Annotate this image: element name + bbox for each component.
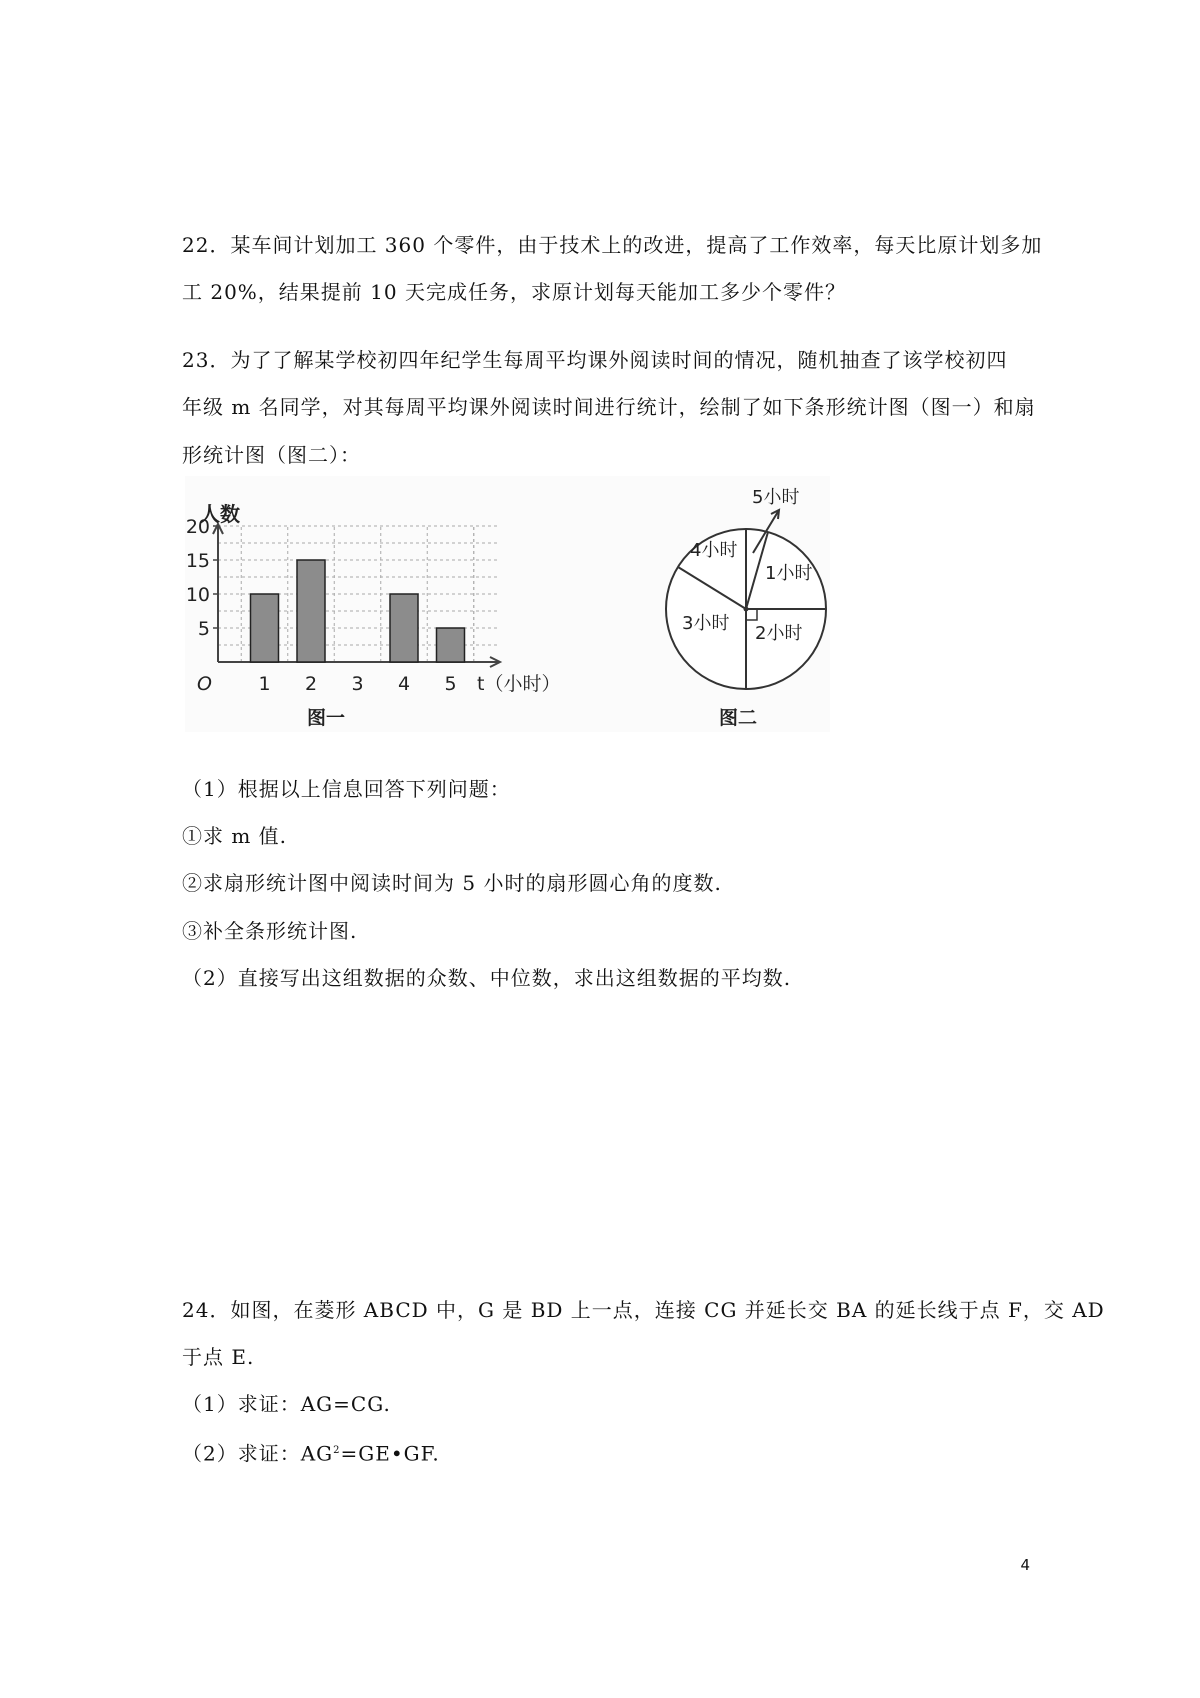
bar-chart (186, 502, 561, 729)
charts-svg (185, 476, 830, 732)
pie-label-4h: 4小时 (690, 540, 738, 561)
q24-sub-2-superscript: 2 (333, 1445, 341, 1456)
bar-y-tick-15: 15 (185, 550, 210, 572)
q22-line-2: 工 20%，结果提前 10 天完成任务，求原计划每天能加工多少个零件？ (182, 280, 846, 304)
bar-x-tick-5: 5 (444, 673, 457, 695)
page-number: 4 (1020, 1556, 1030, 1574)
q24-line-2: 于点 E. (182, 1345, 255, 1369)
q23-item-2: ②求扇形统计图中阅读时间为 5 小时的扇形圆心角的度数. (182, 871, 722, 895)
pie-label-1h: 1小时 (765, 563, 813, 584)
q23-line-2: 年级 m 名同学，对其每周平均课外阅读时间进行统计，绘制了如下条形统计图（图一）和扇 (182, 395, 1036, 419)
bar-y-tick-10: 10 (185, 584, 210, 606)
bar-chart-title: 图一 (307, 707, 346, 729)
q23-item-1: ①求 m 值. (182, 824, 288, 848)
bar-x-tick-labels (259, 673, 457, 695)
bar-x-tick-4: 4 (398, 673, 411, 695)
q23-sub-1: （1）根据以上信息回答下列问题： (182, 777, 511, 801)
bar-origin-label: O (197, 673, 212, 695)
figure-area (185, 476, 830, 732)
q24-line-1: 24．如图，在菱形 ABCD 中，G 是 BD 上一点，连接 CG 并延长交 BA 的延长线于点 F，交 AD (182, 1298, 1105, 1322)
bar-x-axis-label: t（小时） (477, 673, 561, 695)
q23-line-3: 形统计图（图二）： (182, 443, 361, 467)
q24-sub-1: （1）求证：AG=CG. (182, 1392, 391, 1416)
bar-1 (251, 594, 279, 662)
q22-line-1: 22．某车间计划加工 360 个零件，由于技术上的改进，提高了工作效率，每天比原计划多加 (182, 233, 1043, 257)
bar-y-axis-label: 人数 (200, 502, 240, 526)
pie-chart-title: 图二 (719, 707, 758, 729)
q23-sub-2: （2）直接写出这组数据的众数、中位数，求出这组数据的平均数. (182, 966, 792, 990)
bar-2 (297, 560, 325, 662)
pie-chart (666, 487, 826, 729)
q24-sub-2-prefix: （2）求证：AG (182, 1441, 334, 1466)
bar-y-tick-5: 5 (197, 618, 210, 640)
bar-y-tick-labels (186, 516, 218, 640)
pie-label-2h: 2小时 (755, 623, 803, 644)
bar-x-tick-2: 2 (305, 673, 318, 695)
q24-sub-2-suffix: =GE•GF. (340, 1441, 440, 1466)
bar-y-tick-20: 20 (185, 516, 210, 538)
bar-x-tick-1: 1 (258, 673, 271, 695)
pie-center (744, 607, 749, 612)
q23-line-1: 23．为了了解某学校初四年纪学生每周平均课外阅读时间的情况，随机抽查了该学校初四 (182, 348, 1008, 372)
pie-label-3h: 3小时 (682, 613, 730, 634)
pie-label-5h: 5小时 (752, 487, 800, 508)
bar-4 (390, 594, 418, 662)
q23-item-3: ③补全条形统计图. (182, 919, 358, 943)
bar-5 (437, 628, 465, 662)
bar-x-tick-3: 3 (351, 673, 364, 695)
q24-sub-2 (182, 1438, 440, 1467)
